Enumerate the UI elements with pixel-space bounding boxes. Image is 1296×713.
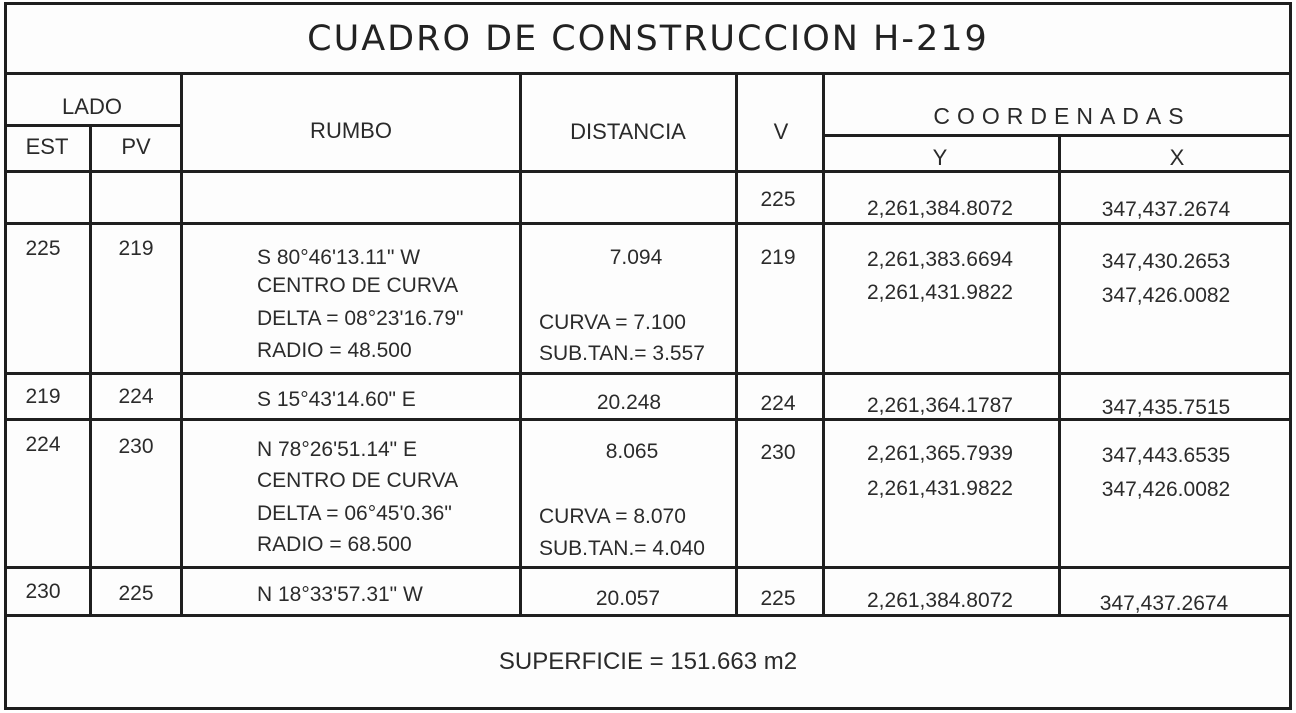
table-row-5-rumbo: N 18°33'57.31" W xyxy=(257,583,423,606)
header-distancia: DISTANCIA xyxy=(570,119,686,144)
table-row-4-y-1: 2,261,365.7939 xyxy=(867,442,1013,465)
rule-rumbo-distancia xyxy=(519,72,522,614)
table-row-2-rumbo-2: CENTRO DE CURVA xyxy=(257,274,459,297)
table-row-2-rumbo-1: S 80°46'13.11" W xyxy=(257,246,421,269)
header-est: EST xyxy=(25,134,69,159)
rule-lado-split xyxy=(6,124,182,127)
table-row-2-pv: 219 xyxy=(118,237,154,260)
header-x: X xyxy=(1169,145,1185,170)
table-row-4-pv: 230 xyxy=(118,435,154,458)
header-coordenadas: COORDENADAS xyxy=(933,103,1191,129)
table-row-2-x-1: 347,430.2653 xyxy=(1101,250,1231,273)
table-row-5-distancia: 20.057 xyxy=(595,587,661,610)
rule-row-2-bottom xyxy=(6,372,1290,375)
table-row-4-y-2: 2,261,431.9822 xyxy=(867,477,1013,500)
table-row-5-v: 225 xyxy=(760,587,796,610)
rule-row-1-bottom xyxy=(6,222,1290,225)
header-y: Y xyxy=(932,145,948,170)
table-row-2-curva: CURVA = 7.100 xyxy=(539,311,686,334)
table-row-3-distancia: 20.248 xyxy=(596,391,662,414)
table-row-2-distancia: 7.094 xyxy=(609,246,663,269)
table-row-5-y: 2,261,384.8072 xyxy=(867,589,1013,612)
table-row-5-x: 347,437.2674 xyxy=(1099,592,1229,615)
header-v: V xyxy=(773,119,789,144)
table-row-4-v: 230 xyxy=(760,441,796,464)
table-row-2-y-1: 2,261,383.6694 xyxy=(867,248,1013,271)
table-row-5-pv: 225 xyxy=(118,582,154,605)
table-row-4-rumbo-1: N 78°26'51.14" E xyxy=(257,438,417,461)
table-row-2-rumbo-4: RADIO = 48.500 xyxy=(257,339,412,362)
table-row-4-rumbo-2: CENTRO DE CURVA xyxy=(257,469,459,492)
table-row-3-x: 347,435.7515 xyxy=(1101,396,1231,419)
rule-v-coord xyxy=(822,72,825,614)
rule-row-5-bottom xyxy=(6,614,1290,617)
table-row-4-est: 224 xyxy=(25,433,61,456)
table-row-2-x-2: 347,426.0082 xyxy=(1101,284,1231,307)
table-row-3-y: 2,261,364.1787 xyxy=(867,394,1013,417)
table-title: CUADRO DE CONSTRUCCION H-219 xyxy=(307,19,989,59)
rule-lado-rumbo xyxy=(180,72,183,614)
table-row-3-pv: 224 xyxy=(118,385,154,408)
header-lado: LADO xyxy=(62,94,122,119)
table-row-5-est: 230 xyxy=(25,580,61,603)
table-row-3-rumbo: S 15°43'14.60" E xyxy=(257,388,416,411)
rule-y-x xyxy=(1058,134,1061,614)
table-row-1-x: 347,437.2674 xyxy=(1101,198,1231,221)
table-row-2-est: 225 xyxy=(25,237,61,260)
table-row-2-y-2: 2,261,431.9822 xyxy=(867,281,1013,304)
table-row-2-rumbo-3: DELTA = 08°23'16.79" xyxy=(257,307,464,330)
header-pv: PV xyxy=(121,134,151,159)
table-row-2-v: 219 xyxy=(760,246,796,269)
table-row-2-subtan: SUB.TAN.= 3.557 xyxy=(539,342,705,365)
rule-est-pv xyxy=(89,124,92,614)
rule-coord-split xyxy=(824,134,1290,137)
rule-distancia-v xyxy=(735,72,738,614)
table-row-4-distancia: 8.065 xyxy=(605,440,659,463)
header-rumbo: RUMBO xyxy=(310,118,392,143)
rule-row-4-bottom xyxy=(6,566,1290,569)
table-row-4-curva: CURVA = 8.070 xyxy=(539,505,686,528)
table-row-1-v: 225 xyxy=(760,188,796,211)
table-row-4-rumbo-4: RADIO = 68.500 xyxy=(257,533,412,556)
rule-row-3-bottom xyxy=(6,418,1290,421)
table-row-4-x-1: 347,443.6535 xyxy=(1101,444,1231,467)
rule-under-title xyxy=(6,72,1290,75)
superficie-total: SUPERFICIE = 151.663 m2 xyxy=(498,648,798,675)
table-row-4-subtan: SUB.TAN.= 4.040 xyxy=(539,537,705,560)
rule-header-bottom xyxy=(6,170,1290,173)
table-row-4-rumbo-3: DELTA = 06°45'0.36" xyxy=(257,502,452,525)
table-row-4-x-2: 347,426.0082 xyxy=(1101,478,1231,501)
table-row-1-y: 2,261,384.8072 xyxy=(867,197,1013,220)
table-row-3-v: 224 xyxy=(760,392,796,415)
table-row-3-est: 219 xyxy=(25,385,61,408)
